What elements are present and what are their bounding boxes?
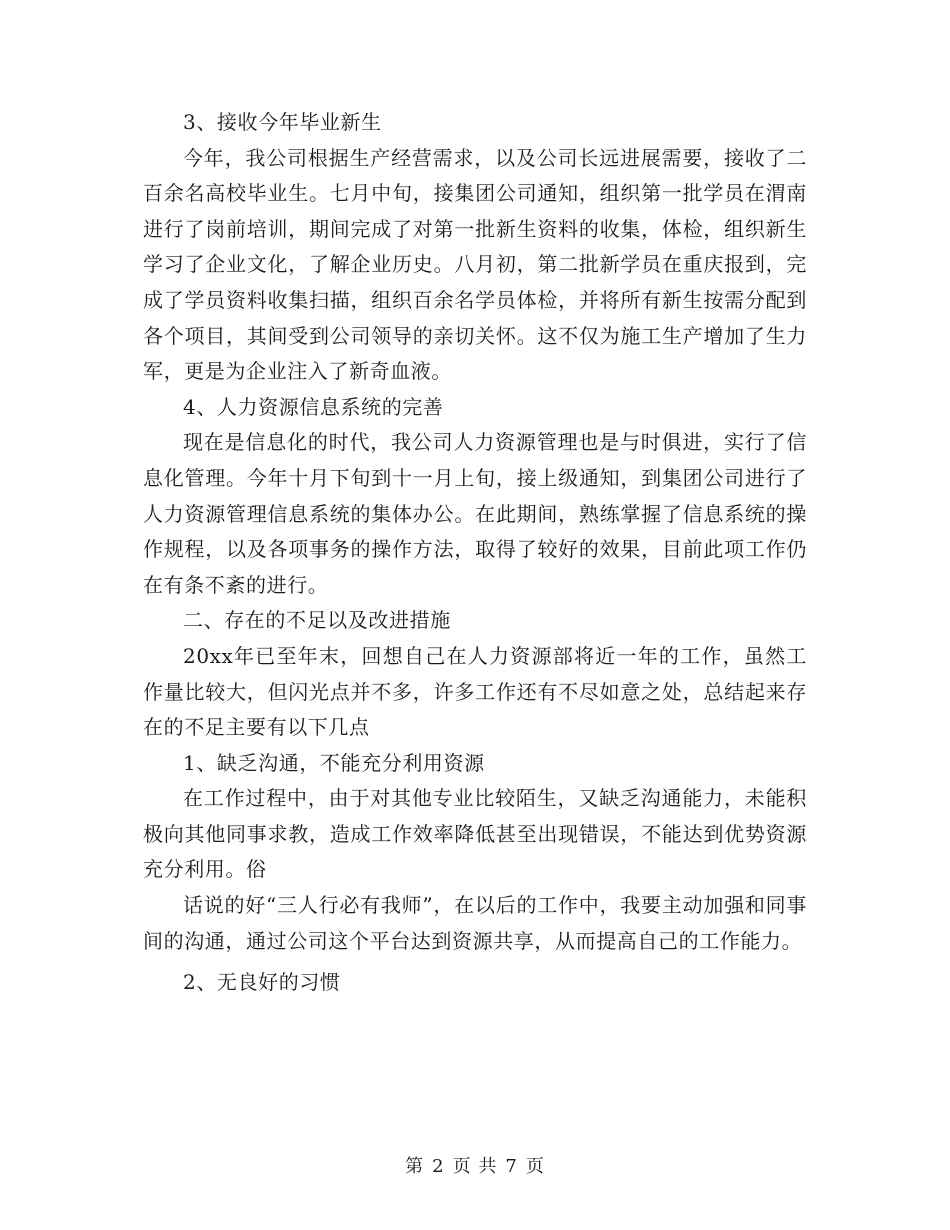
document-body [143, 105, 807, 1001]
paragraph-communication: 在工作过程中，由于对其他专业比较陌生，又缺乏沟通能力，未能积极向其他同事求教，造成工作效率降低甚至出现错误，不能达到优势资源充分利用。俗 [143, 786, 807, 882]
footer-suffix: 页 [525, 1156, 545, 1177]
footer-total-pages: 7 [505, 1156, 518, 1177]
heading-lack-communication: 1、缺乏沟通，不能充分利用资源 [183, 750, 485, 775]
heading-bad-habits: 2、无良好的习惯 [183, 970, 341, 995]
paragraph-graduates: 今年，我公司根据生产经营需求，以及公司长远进展需要，接收了二百余名高校毕业生。七月中旬，接集团公司通知，组织第一批学员在渭南进行了岗前培训，期间完成了对第一批新生资料的收集，体检，组织新生学习了企业文化，了解企业历史。八月初，第二批新学员在重庆报到，完成了学员资料收集扫描，组织百余名学员体检，并将所有新生按需分配到各个项目，其间受到公司领导的亲切关怀。这不仅为施工生产增加了生力军，更是为企业注入了新奇血液。 [143, 145, 807, 384]
paragraph-info-system: 现在是信息化的时代，我公司人力资源管理也是与时俱进，实行了信息化管理。今年十月下旬到十一月上旬，接上级通知，到集团公司进行了人力资源管理信息系统的集体办公。在此期间，熟练掌握了信息系统的操作规程，以及各项事务的操作方法，取得了较好的效果，目前此项工作仍在有条不紊的进行。 [143, 430, 807, 597]
footer-middle: 页 共 [452, 1156, 498, 1177]
footer-prefix: 第 [405, 1156, 425, 1177]
heading-receive-graduates: 3、接收今年毕业新生 [183, 110, 382, 134]
paragraph-proverb: 话说的好“三人行必有我师”，在以后的工作中，我要主动加强和同事间的沟通，通过公司这个平台达到资源共享，从而提高自己的工作能力。 [143, 893, 807, 953]
paragraph-year-review: 20xx年已至年末，回想自己在人力资源部将近一年的工作，虽然工作量比较大，但闪光点并不多，许多工作还有不尽如意之处，总结起来存在的不足主要有以下几点 [143, 643, 807, 740]
heading-hr-info-system: 4、人力资源信息系统的完善 [183, 394, 444, 419]
page-footer [0, 1152, 950, 1178]
footer-page-number: 2 [432, 1156, 445, 1177]
heading-shortcomings: 二、存在的不足以及改进措施 [183, 608, 451, 633]
